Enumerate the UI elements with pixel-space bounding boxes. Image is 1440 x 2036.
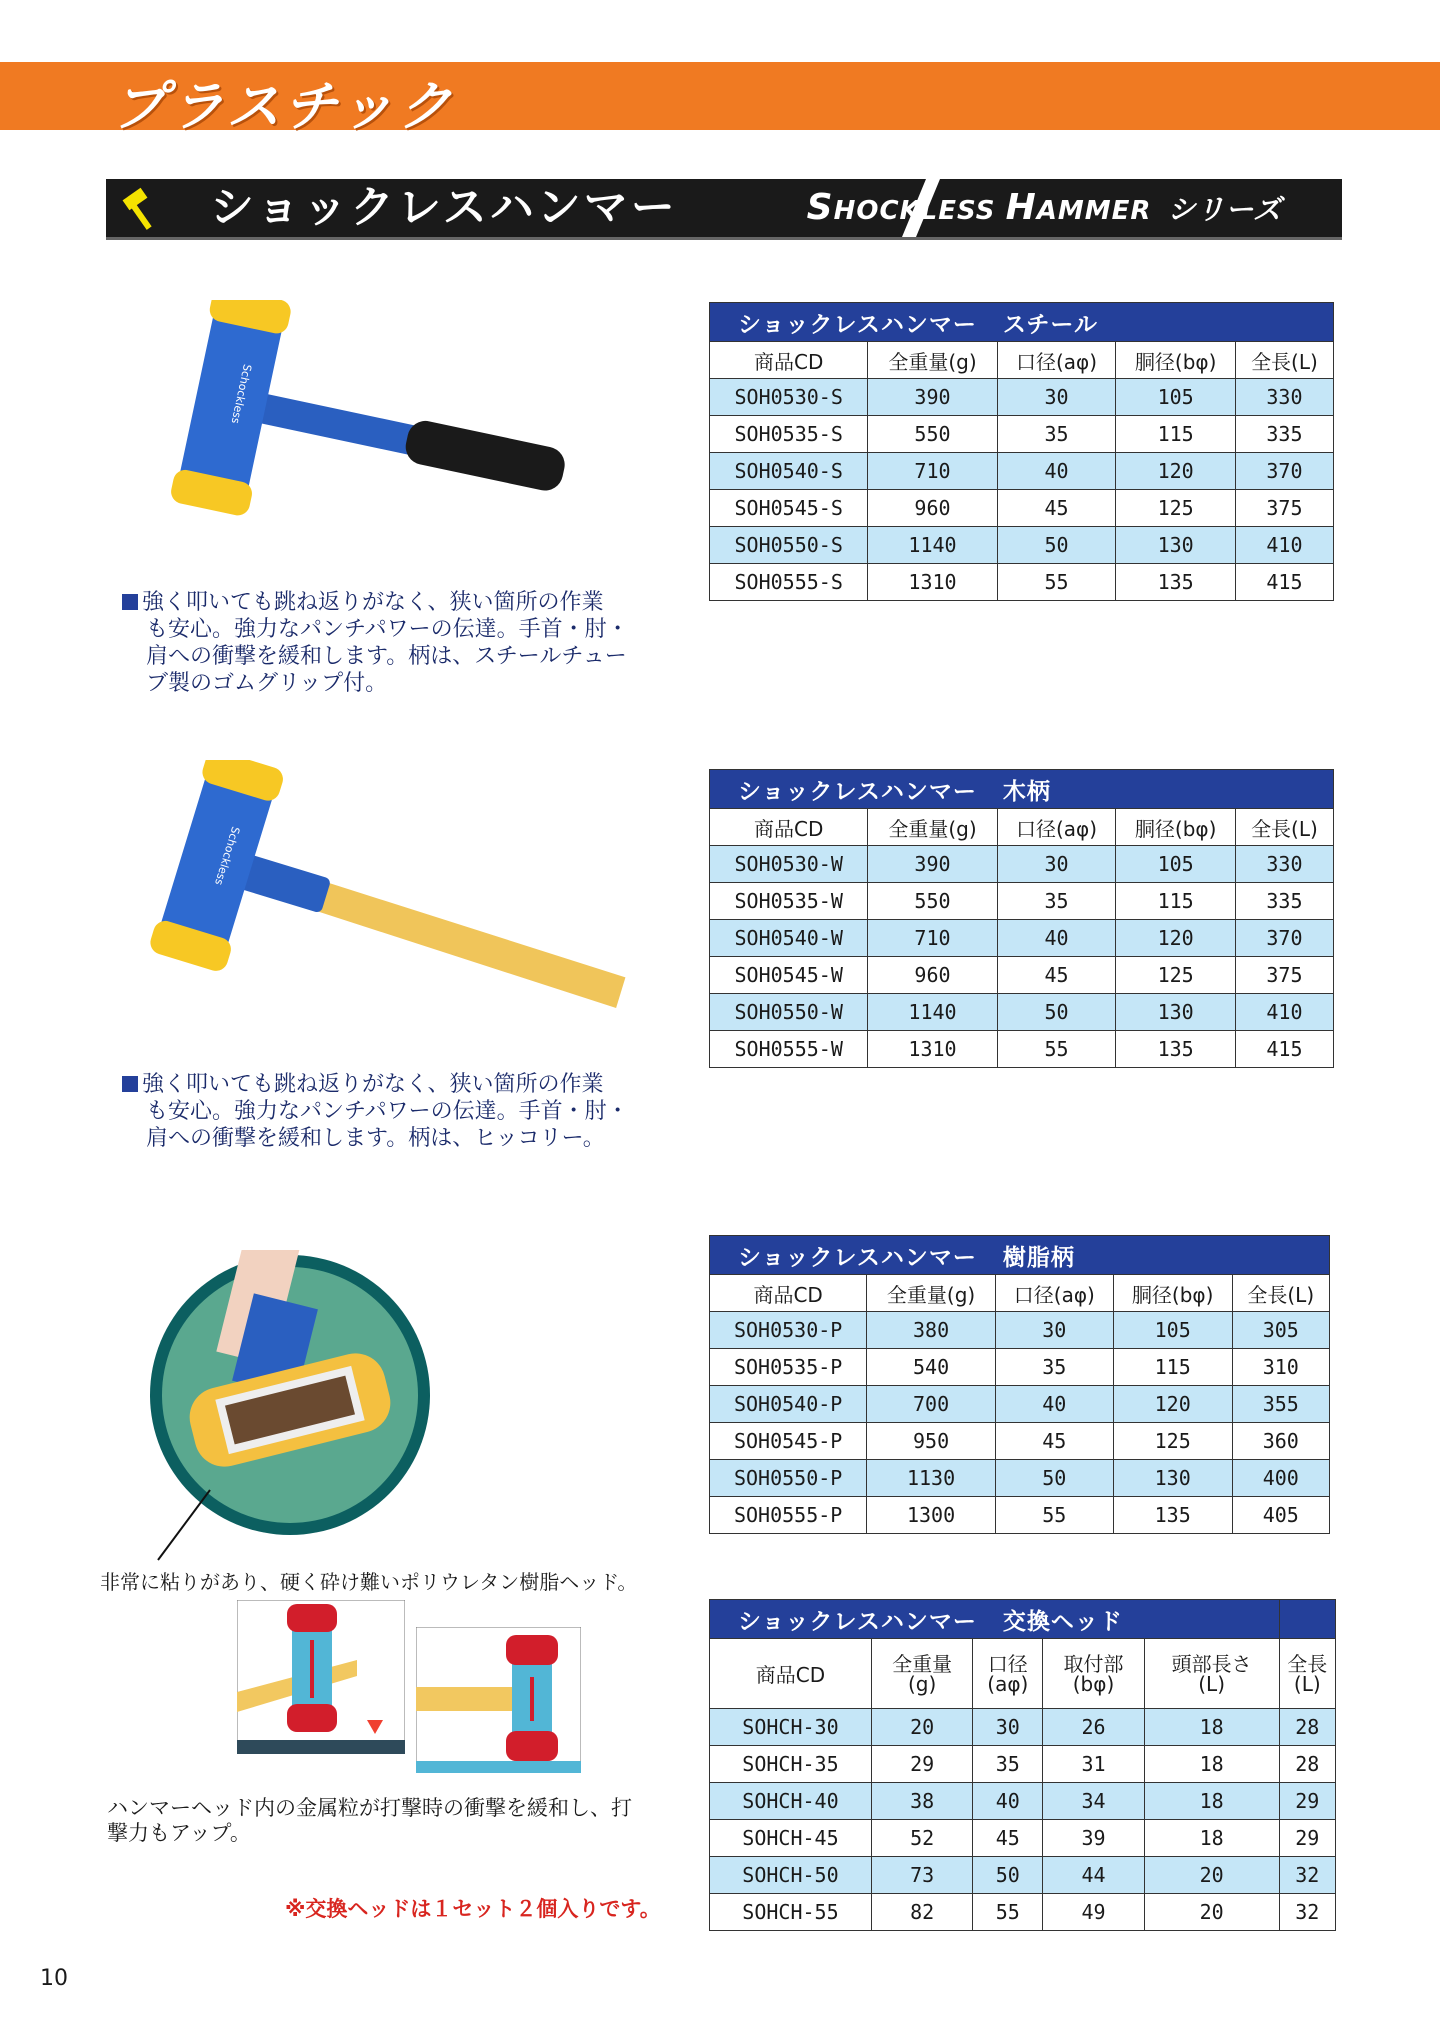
table-cell: 120 bbox=[1116, 920, 1235, 957]
table-caption bbox=[710, 1600, 1280, 1639]
table-cell: 73 bbox=[871, 1857, 972, 1894]
table-cell: 28 bbox=[1279, 1746, 1335, 1783]
table-row bbox=[710, 1746, 1336, 1783]
table-cell: SOHCH-35 bbox=[710, 1746, 872, 1783]
table-cell: SOH0545-W bbox=[710, 957, 868, 994]
col-header bbox=[871, 1639, 972, 1709]
table-row bbox=[710, 920, 1334, 957]
table-cell: 335 bbox=[1235, 416, 1333, 453]
table-cell: 39 bbox=[1043, 1820, 1144, 1857]
table-cell: 355 bbox=[1232, 1386, 1329, 1423]
text-line: 強く叩いても跳ね返りがなく、狭い箇所の作業 bbox=[142, 1072, 604, 1097]
table-cell: 32 bbox=[1279, 1894, 1335, 1931]
table-row bbox=[710, 490, 1334, 527]
table-cell: 18 bbox=[1144, 1709, 1279, 1746]
table-row bbox=[710, 1857, 1336, 1894]
section-title-bar bbox=[106, 179, 1342, 240]
text-line: (bφ) bbox=[1072, 1671, 1115, 1696]
table-cell: 360 bbox=[1232, 1423, 1329, 1460]
table-cell: 405 bbox=[1232, 1497, 1329, 1534]
impact-diagram-1 bbox=[237, 1600, 405, 1754]
table-cell: 50 bbox=[973, 1857, 1043, 1894]
text-line: (L) bbox=[1198, 1671, 1225, 1696]
text-line: 取付部 bbox=[1063, 1651, 1124, 1676]
svg-text:Schockless: Schockless bbox=[228, 362, 254, 425]
table-cell: SOH0530-P bbox=[710, 1312, 867, 1349]
head-cutaway-image bbox=[150, 1250, 700, 1570]
text-line: シリーズ bbox=[1167, 193, 1282, 226]
table-row bbox=[710, 1031, 1334, 1068]
text-line: 全長 bbox=[1287, 1651, 1328, 1676]
col-header: 全重量(g) bbox=[867, 1275, 995, 1312]
text-line: 商品CD bbox=[755, 1663, 826, 1687]
text-line: ハンマーヘッド内の金属粒が打撃時の衝撃を緩和し、打 bbox=[107, 1796, 632, 1820]
table-row bbox=[710, 1894, 1336, 1931]
table-cell: 50 bbox=[997, 994, 1116, 1031]
table-cell: SOH0535-P bbox=[710, 1349, 867, 1386]
table-cell: SOHCH-40 bbox=[710, 1783, 872, 1820]
table-cell: 35 bbox=[973, 1746, 1043, 1783]
table-cell: 20 bbox=[1144, 1894, 1279, 1931]
col-header: 全重量(g) bbox=[868, 809, 997, 846]
table-cell: 1140 bbox=[868, 527, 997, 564]
table-cell: 34 bbox=[1043, 1783, 1144, 1820]
table-cell: 30 bbox=[973, 1709, 1043, 1746]
col-header: 口径(aφ) bbox=[997, 342, 1116, 379]
col-header: 商品CD bbox=[710, 1275, 867, 1312]
table-cell: 125 bbox=[1116, 490, 1235, 527]
impact-diagram-2 bbox=[416, 1627, 581, 1773]
table-cell: 710 bbox=[868, 453, 997, 490]
table-cell: 49 bbox=[1043, 1894, 1144, 1931]
table-caption bbox=[710, 303, 1334, 342]
table-cell: SOH0530-S bbox=[710, 379, 868, 416]
table-row bbox=[710, 1783, 1336, 1820]
table-cell: 960 bbox=[868, 957, 997, 994]
table-cell: 335 bbox=[1235, 883, 1333, 920]
table-cell: 1140 bbox=[868, 994, 997, 1031]
table-row bbox=[710, 883, 1334, 920]
table-cell: SOH0550-P bbox=[710, 1460, 867, 1497]
table-cell bbox=[1279, 1600, 1335, 1639]
table-cell: 130 bbox=[1116, 527, 1235, 564]
hammer-icon bbox=[120, 185, 166, 231]
table-row bbox=[710, 1460, 1330, 1497]
table-cell: SOH0545-S bbox=[710, 490, 868, 527]
table-cell: 700 bbox=[867, 1386, 995, 1423]
wood-hammer-image bbox=[140, 760, 660, 1050]
table-cell: 28 bbox=[1279, 1709, 1335, 1746]
table-cell: 38 bbox=[871, 1783, 972, 1820]
table-cell: SOH0555-W bbox=[710, 1031, 868, 1068]
resin-spec-table bbox=[709, 1235, 1330, 1534]
table-cell: 410 bbox=[1235, 994, 1333, 1031]
table-cell: 45 bbox=[973, 1820, 1043, 1857]
col-header: 胴径(bφ) bbox=[1116, 342, 1235, 379]
table-cell: SOH0555-S bbox=[710, 564, 868, 601]
table-cell: 45 bbox=[997, 490, 1116, 527]
table-cell: 55 bbox=[997, 1031, 1116, 1068]
table-cell: 18 bbox=[1144, 1783, 1279, 1820]
col-header: 商品CD bbox=[710, 809, 868, 846]
table-cell: 30 bbox=[995, 1312, 1113, 1349]
text-line: (g) bbox=[907, 1671, 937, 1696]
table-row bbox=[710, 416, 1334, 453]
table-cell: 55 bbox=[973, 1894, 1043, 1931]
table-cell: 40 bbox=[997, 453, 1116, 490]
table-cell: 390 bbox=[868, 846, 997, 883]
text-line: ショックレスハンマー bbox=[738, 311, 977, 338]
text-line: も安心。強力なパンチパワーの伝達。手首・肘・ bbox=[146, 617, 629, 642]
steel-spec-table bbox=[709, 302, 1334, 601]
table-cell: 20 bbox=[1144, 1857, 1279, 1894]
table-cell: SOHCH-55 bbox=[710, 1894, 872, 1931]
text-line: AMMER bbox=[1036, 196, 1152, 226]
text-line: 樹脂柄 bbox=[1002, 1244, 1075, 1271]
table-cell: 45 bbox=[995, 1423, 1113, 1460]
table-cell: 18 bbox=[1144, 1746, 1279, 1783]
table-cell: 125 bbox=[1113, 1423, 1232, 1460]
set-note: ※交換ヘッドは１セット２個入りです。 bbox=[285, 1897, 661, 1921]
table-cell: 18 bbox=[1144, 1820, 1279, 1857]
col-header: 口径(aφ) bbox=[997, 809, 1116, 846]
table-row bbox=[710, 846, 1334, 883]
col-header: 口径(aφ) bbox=[995, 1275, 1113, 1312]
text-line: ショックレスハンマー bbox=[738, 1244, 977, 1271]
table-row bbox=[710, 1423, 1330, 1460]
table-cell: 120 bbox=[1113, 1386, 1232, 1423]
table-cell: 55 bbox=[997, 564, 1116, 601]
table-cell: 50 bbox=[995, 1460, 1113, 1497]
table-cell: SOH0540-W bbox=[710, 920, 868, 957]
table-row bbox=[710, 453, 1334, 490]
text-line: 撃力もアップ。 bbox=[107, 1821, 251, 1845]
table-row bbox=[710, 1312, 1330, 1349]
table-cell: 370 bbox=[1235, 453, 1333, 490]
col-header bbox=[973, 1639, 1043, 1709]
table-cell: 400 bbox=[1232, 1460, 1329, 1497]
table-cell: 130 bbox=[1116, 994, 1235, 1031]
text-line: (L) bbox=[1293, 1671, 1321, 1696]
table-cell: 50 bbox=[997, 527, 1116, 564]
table-cell: 52 bbox=[871, 1820, 972, 1857]
table-cell: 29 bbox=[1279, 1783, 1335, 1820]
text-line: 木柄 bbox=[1002, 778, 1051, 805]
table-cell: 115 bbox=[1116, 416, 1235, 453]
table-caption bbox=[710, 770, 1334, 809]
text-line: 頭部長さ bbox=[1171, 1651, 1252, 1676]
table-cell: 29 bbox=[871, 1746, 972, 1783]
table-cell: 380 bbox=[867, 1312, 995, 1349]
col-header: 全長(L) bbox=[1235, 809, 1333, 846]
table-cell: 135 bbox=[1113, 1497, 1232, 1534]
table-cell: SOH0555-P bbox=[710, 1497, 867, 1534]
table-cell: SOH0540-S bbox=[710, 453, 868, 490]
table-row bbox=[710, 527, 1334, 564]
table-cell: 550 bbox=[868, 416, 997, 453]
table-row bbox=[710, 1709, 1336, 1746]
replace-head-table bbox=[709, 1599, 1336, 1931]
steel-description bbox=[122, 589, 682, 697]
table-row bbox=[710, 957, 1334, 994]
table-cell: 330 bbox=[1235, 846, 1333, 883]
metal-grain-caption bbox=[107, 1796, 632, 1846]
col-header bbox=[1144, 1639, 1279, 1709]
text-line: も安心。強力なパンチパワーの伝達。手首・肘・ bbox=[146, 1099, 629, 1124]
table-cell: 125 bbox=[1116, 957, 1235, 994]
table-row bbox=[710, 1349, 1330, 1386]
table-cell: 330 bbox=[1235, 379, 1333, 416]
table-cell: SOH0535-W bbox=[710, 883, 868, 920]
table-row bbox=[710, 564, 1334, 601]
table-cell: 82 bbox=[871, 1894, 972, 1931]
bullet-square-icon bbox=[122, 1076, 138, 1092]
text-line: ブ製のゴムグリップ付。 bbox=[146, 671, 388, 696]
table-cell: SOH0550-S bbox=[710, 527, 868, 564]
table-cell: 960 bbox=[868, 490, 997, 527]
table-cell: 40 bbox=[997, 920, 1116, 957]
series-title bbox=[807, 179, 1282, 240]
table-cell: SOH0545-P bbox=[710, 1423, 867, 1460]
table-cell: 415 bbox=[1235, 1031, 1333, 1068]
table-cell: 310 bbox=[1232, 1349, 1329, 1386]
table-cell: 370 bbox=[1235, 920, 1333, 957]
col-header: 全重量(g) bbox=[868, 342, 997, 379]
table-cell: 1310 bbox=[868, 564, 997, 601]
col-header bbox=[1279, 1639, 1335, 1709]
table-cell: 40 bbox=[995, 1386, 1113, 1423]
table-cell: 40 bbox=[973, 1783, 1043, 1820]
col-header: 胴径(bφ) bbox=[1116, 809, 1235, 846]
table-cell: 135 bbox=[1116, 564, 1235, 601]
table-cell: SOH0540-P bbox=[710, 1386, 867, 1423]
col-header bbox=[710, 1639, 872, 1709]
head-caption: 非常に粘りがあり、硬く砕け難いポリウレタン樹脂ヘッド。 bbox=[100, 1570, 638, 1594]
table-cell: 950 bbox=[867, 1423, 995, 1460]
table-cell: 105 bbox=[1116, 379, 1235, 416]
table-cell: 710 bbox=[868, 920, 997, 957]
table-cell: 115 bbox=[1116, 883, 1235, 920]
table-cell: 35 bbox=[995, 1349, 1113, 1386]
text-line: 肩への衝撃を緩和します。柄は、ヒッコリー。 bbox=[146, 1126, 605, 1151]
text-line: HOCKLESS bbox=[833, 196, 1006, 226]
table-cell: 1310 bbox=[868, 1031, 997, 1068]
text-line: ショックレスハンマー bbox=[738, 1608, 977, 1635]
text-line: 肩への衝撃を緩和します。柄は、スチールチュー bbox=[146, 644, 627, 669]
page-number: 10 bbox=[40, 1966, 68, 1991]
col-header: 胴径(bφ) bbox=[1113, 1275, 1232, 1312]
table-caption bbox=[710, 1236, 1330, 1275]
table-cell: 20 bbox=[871, 1709, 972, 1746]
table-cell: 120 bbox=[1116, 453, 1235, 490]
table-cell: 1300 bbox=[867, 1497, 995, 1534]
table-cell: SOH0550-W bbox=[710, 994, 868, 1031]
bullet-square-icon bbox=[122, 594, 138, 610]
text-line: H bbox=[1005, 187, 1037, 228]
table-cell: 375 bbox=[1235, 490, 1333, 527]
text-line: スチール bbox=[1002, 311, 1098, 338]
text-line: 全重量 bbox=[892, 1651, 953, 1676]
table-cell: 26 bbox=[1043, 1709, 1144, 1746]
table-row bbox=[710, 994, 1334, 1031]
text-line: ショックレスハンマー bbox=[738, 778, 977, 805]
table-cell: 55 bbox=[995, 1497, 1113, 1534]
table-cell: 105 bbox=[1113, 1312, 1232, 1349]
table-cell: 415 bbox=[1235, 564, 1333, 601]
table-cell: 130 bbox=[1113, 1460, 1232, 1497]
category-banner bbox=[0, 62, 1440, 138]
col-header: 全長(L) bbox=[1232, 1275, 1329, 1312]
table-cell: 44 bbox=[1043, 1857, 1144, 1894]
table-row bbox=[710, 1820, 1336, 1857]
category-title: プラスチック bbox=[112, 75, 456, 138]
table-cell: 390 bbox=[868, 379, 997, 416]
table-cell: 540 bbox=[867, 1349, 995, 1386]
table-cell: 375 bbox=[1235, 957, 1333, 994]
text-line: S bbox=[806, 187, 834, 228]
wood-description bbox=[122, 1071, 682, 1152]
section-title: ショックレスハンマー bbox=[210, 182, 678, 233]
table-cell: 31 bbox=[1043, 1746, 1144, 1783]
table-cell: 30 bbox=[997, 379, 1116, 416]
table-cell: SOH0535-S bbox=[710, 416, 868, 453]
table-row bbox=[710, 1386, 1330, 1423]
table-row bbox=[710, 1497, 1330, 1534]
table-cell: SOH0530-W bbox=[710, 846, 868, 883]
table-cell: SOHCH-50 bbox=[710, 1857, 872, 1894]
table-cell: 115 bbox=[1113, 1349, 1232, 1386]
table-cell: 32 bbox=[1279, 1857, 1335, 1894]
col-header: 全長(L) bbox=[1235, 342, 1333, 379]
col-header: 商品CD bbox=[710, 342, 868, 379]
wood-spec-table bbox=[709, 769, 1334, 1068]
table-cell: 1130 bbox=[867, 1460, 995, 1497]
table-cell: 410 bbox=[1235, 527, 1333, 564]
text-line: 強く叩いても跳ね返りがなく、狭い箇所の作業 bbox=[142, 590, 604, 615]
table-cell: 305 bbox=[1232, 1312, 1329, 1349]
text-line: 口径 bbox=[987, 1651, 1028, 1676]
steel-hammer-image bbox=[150, 300, 620, 560]
text-line: (aφ) bbox=[987, 1671, 1029, 1696]
col-header bbox=[1043, 1639, 1144, 1709]
table-cell: 30 bbox=[997, 846, 1116, 883]
table-cell: 550 bbox=[868, 883, 997, 920]
text-line: 交換ヘッド bbox=[1002, 1608, 1123, 1635]
table-cell: 29 bbox=[1279, 1820, 1335, 1857]
table-cell: 35 bbox=[997, 416, 1116, 453]
table-cell: SOHCH-30 bbox=[710, 1709, 872, 1746]
table-cell: 105 bbox=[1116, 846, 1235, 883]
svg-text:Schockless: Schockless bbox=[212, 825, 243, 887]
table-cell: 45 bbox=[997, 957, 1116, 994]
table-cell: 135 bbox=[1116, 1031, 1235, 1068]
table-cell: 35 bbox=[997, 883, 1116, 920]
table-cell: SOHCH-45 bbox=[710, 1820, 872, 1857]
table-row bbox=[710, 379, 1334, 416]
